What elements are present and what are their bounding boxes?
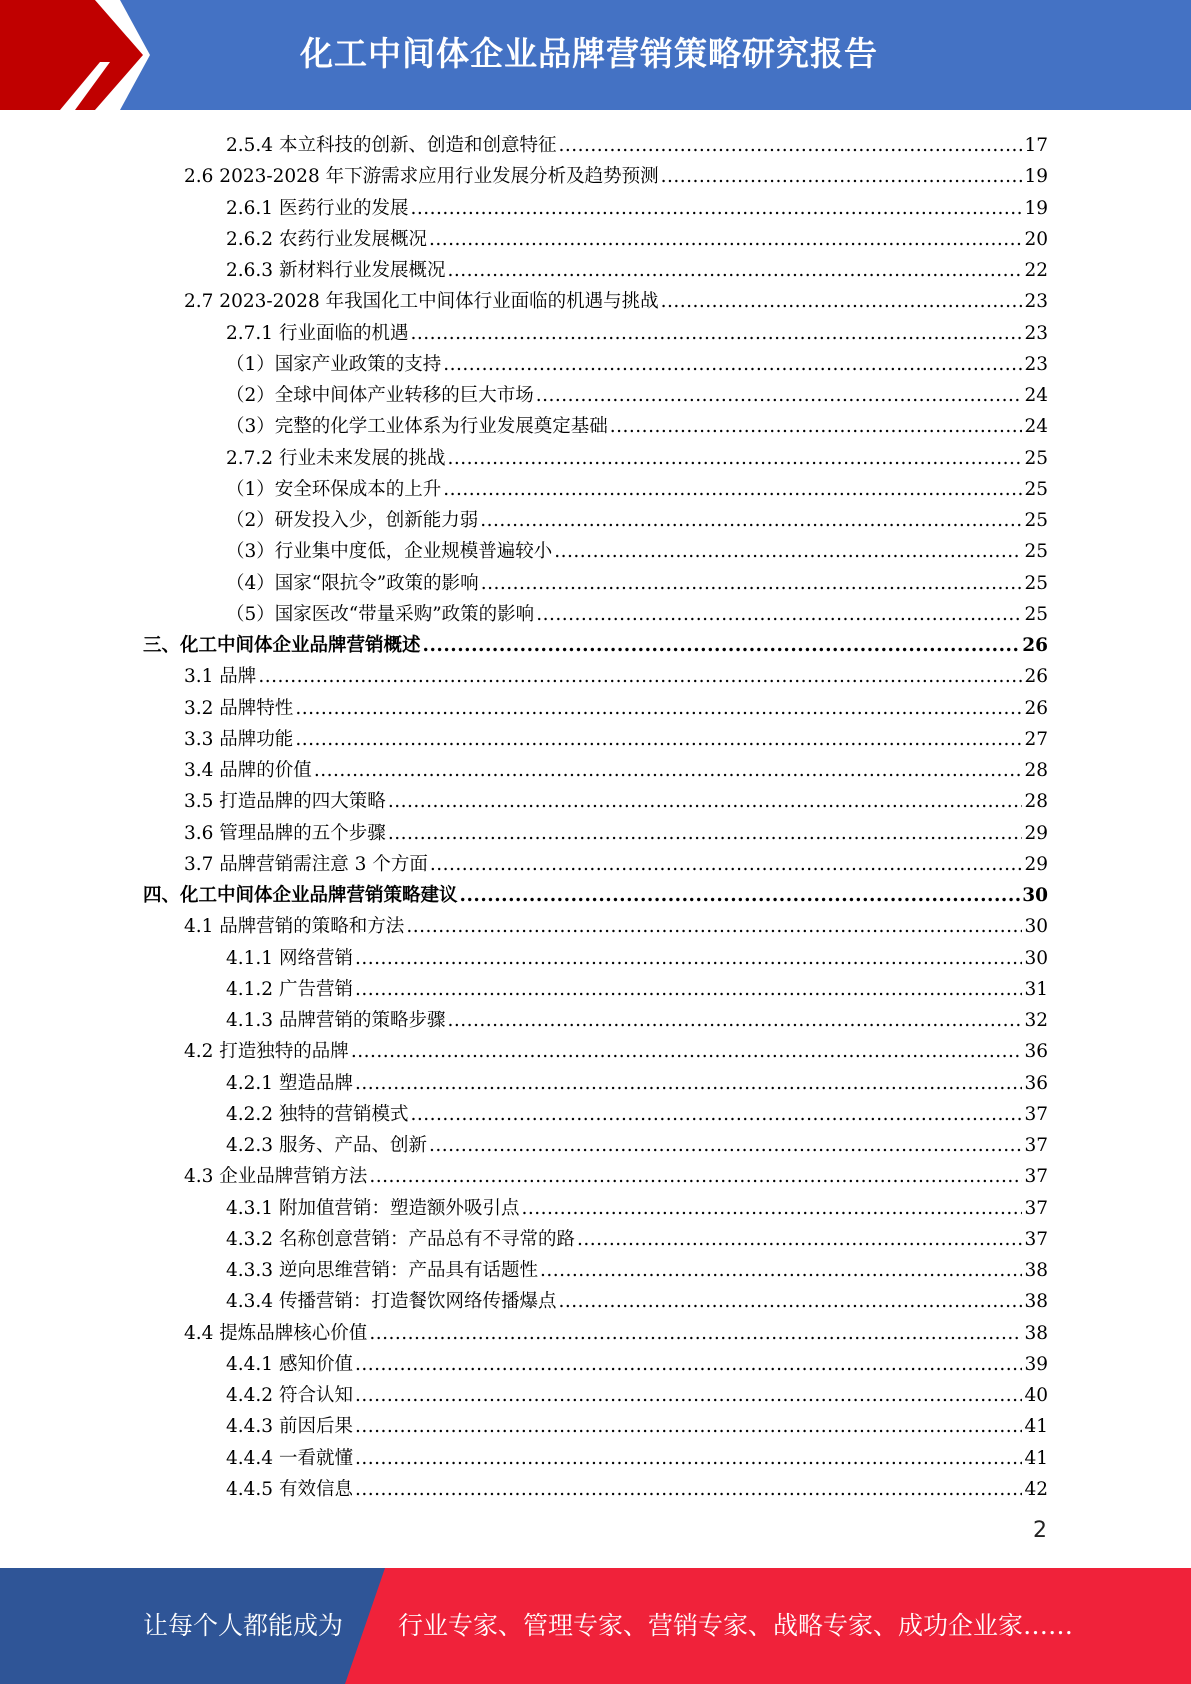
toc-entry-title: （4）国家“限抗令”政策的影响 [226, 572, 479, 594]
toc-dot-leader [558, 1289, 1022, 1315]
toc-dot-leader [351, 1039, 1023, 1065]
toc-entry-page: 40 [1024, 1385, 1048, 1406]
toc-entry[interactable] [226, 1066, 1048, 1097]
toc-entry-page: 38 [1024, 1291, 1048, 1313]
toc-entry[interactable] [226, 1128, 1048, 1159]
toc-entry[interactable] [226, 253, 1048, 284]
toc-entry[interactable] [184, 284, 1048, 315]
toc-entry-title: 3.6 管理品牌的五个步骤 [184, 822, 386, 844]
toc-entry-page: 37 [1024, 1228, 1048, 1250]
toc-entry-page: 38 [1024, 1322, 1048, 1344]
toc-entry-page: 37 [1024, 1166, 1048, 1188]
toc-entry[interactable] [226, 1191, 1048, 1222]
toc-entry[interactable] [143, 878, 1048, 909]
toc-entry[interactable] [226, 191, 1048, 222]
toc-entry-title: 3.4 品牌的价值 [184, 760, 312, 781]
toc-entry-title: （2）研发投入少，创新能力弱 [226, 510, 479, 531]
toc-entry-page: 30 [1024, 916, 1048, 938]
toc-entry-page: 25 [1024, 541, 1048, 563]
toc-entry[interactable] [226, 1472, 1048, 1503]
toc-dot-leader [447, 1008, 1022, 1034]
toc-entry-title: 2.5.4 本立科技的创新、创造和创意特征 [226, 135, 557, 156]
toc-entry-title: 三、化工中间体企业品牌营销概述 [143, 635, 421, 656]
toc-entry-title: 2.7 2023-2028 年我国化工中间体行业面临的机遇与挑战 [184, 291, 659, 313]
toc-entry[interactable] [226, 1409, 1048, 1440]
toc-entry-page: 36 [1024, 1041, 1048, 1063]
toc-entry[interactable] [226, 472, 1048, 503]
toc-entry-title: 4.3.4 传播营销：打造餐饮网络传播爆点 [226, 1291, 557, 1313]
toc-dot-leader [481, 571, 1023, 597]
toc-entry-page: 24 [1024, 385, 1048, 406]
toc-entry[interactable] [226, 1347, 1048, 1378]
toc-entry-title: （2）全球中间体产业转移的巨大市场 [226, 385, 534, 406]
toc-entry[interactable] [226, 347, 1048, 378]
toc-entry[interactable] [226, 316, 1048, 347]
toc-dot-leader [355, 1477, 1023, 1503]
toc-entry-title: 4.1.3 品牌营销的策略步骤 [226, 1010, 446, 1031]
toc-entry[interactable] [184, 1034, 1048, 1065]
toc-entry-title: 4.3.3 逆向思维营销：产品具有话题性 [226, 1260, 538, 1281]
toc-dot-leader [369, 1164, 1022, 1190]
toc-dot-leader [661, 164, 1023, 190]
toc-dot-leader [388, 821, 1023, 847]
toc-entry-title: 4.1 品牌营销的策略和方法 [184, 916, 405, 938]
toc-entry-title: 4.2.1 塑造品牌 [226, 1072, 353, 1094]
toc-entry-page: 29 [1024, 853, 1048, 875]
toc-entry[interactable] [226, 597, 1048, 628]
toc-entry-title: 4.2 打造独特的品牌 [184, 1041, 349, 1063]
toc-entry[interactable] [143, 628, 1048, 659]
report-title: 化工中间体企业品牌营销策略研究报告 [300, 34, 878, 73]
toc-entry-title: 3.5 打造品牌的四大策略 [184, 791, 386, 813]
toc-entry[interactable] [226, 222, 1048, 253]
toc-entry[interactable] [226, 1441, 1048, 1472]
toc-entry-title: 2.6 2023-2028 年下游需求应用行业发展分析及趋势预测 [184, 166, 659, 188]
toc-dot-leader [388, 789, 1023, 815]
toc-dot-leader [295, 696, 1022, 722]
toc-dot-leader [355, 946, 1023, 972]
toc-dot-leader [355, 1352, 1023, 1378]
toc-entry[interactable] [226, 503, 1048, 534]
toc-dot-leader [355, 1446, 1023, 1472]
toc-entry-page: 41 [1024, 1416, 1048, 1438]
toc-entry-page: 19 [1024, 166, 1048, 188]
toc-entry-title: 4.4 提炼品牌核心价值 [184, 1322, 368, 1344]
toc-entry-page: 31 [1024, 978, 1048, 1000]
toc-dot-leader [430, 852, 1023, 878]
toc-entry-page: 22 [1024, 260, 1048, 281]
toc-entry[interactable] [226, 1097, 1048, 1128]
toc-dot-leader [661, 289, 1023, 315]
toc-entry-title: 3.1 品牌 [184, 666, 257, 688]
toc-entry-page: 26 [1024, 666, 1048, 688]
toc-entry[interactable] [184, 722, 1048, 753]
toc-entry[interactable] [184, 1316, 1048, 1347]
toc-entry-title: 3.2 品牌特性 [184, 697, 294, 719]
toc-entry-page: 36 [1024, 1072, 1048, 1094]
toc-entry-title: 4.1.1 网络营销 [226, 947, 353, 969]
toc-entry-page: 32 [1024, 1010, 1048, 1031]
toc-entry-title: （3）完整的化学工业体系为行业发展奠定基础 [226, 416, 608, 438]
toc-dot-leader [355, 1414, 1023, 1440]
toc-entry-title: （1）国家产业政策的支持 [226, 353, 442, 375]
toc-dot-leader [369, 1321, 1022, 1347]
toc-entry-page: 24 [1024, 416, 1048, 438]
toc-dot-leader [443, 352, 1022, 378]
footer-slogan-left: 让每个人都能成为 [143, 1611, 344, 1640]
toc-entry[interactable] [184, 909, 1048, 940]
toc-dot-leader [447, 258, 1022, 284]
toc-dot-leader [423, 633, 1021, 659]
toc-entry-page: 27 [1024, 728, 1048, 750]
page-footer [0, 1568, 1191, 1684]
toc-dot-leader [447, 446, 1022, 472]
toc-entry[interactable] [184, 784, 1048, 815]
toc-dot-leader [355, 977, 1023, 1003]
toc-dot-leader [536, 383, 1023, 409]
toc-entry-title: （5）国家医改“带量采购”政策的影响 [226, 603, 535, 625]
toc-entry-title: 4.4.5 有效信息 [226, 1478, 353, 1500]
toc-dot-leader [577, 1227, 1022, 1253]
toc-dot-leader [429, 1133, 1022, 1159]
toc-entry-page: 37 [1024, 1135, 1048, 1156]
toc-entry-page: 26 [1024, 697, 1048, 719]
toc-entry[interactable] [226, 128, 1048, 159]
toc-entry[interactable] [226, 1378, 1048, 1409]
toc-dot-leader [429, 227, 1022, 253]
toc-entry[interactable] [184, 691, 1048, 722]
toc-entry-page: 37 [1024, 1197, 1048, 1219]
toc-entry[interactable] [226, 1222, 1048, 1253]
toc-entry-title: 2.6.3 新材料行业发展概况 [226, 260, 446, 281]
toc-entry[interactable] [226, 378, 1048, 409]
toc-entry-page: 30 [1022, 885, 1048, 906]
toc-entry-page: 37 [1024, 1103, 1048, 1125]
toc-entry-title: 4.3 企业品牌营销方法 [184, 1166, 368, 1188]
toc-dot-leader [410, 321, 1022, 347]
toc-entry-title: 3.3 品牌功能 [184, 728, 294, 750]
toc-entry-page: 20 [1024, 228, 1048, 250]
toc-entry[interactable] [184, 159, 1048, 190]
toc-dot-leader [410, 196, 1022, 222]
toc-entry-page: 42 [1024, 1478, 1048, 1500]
toc-entry-page: 26 [1022, 635, 1048, 656]
toc-entry-title: 4.3.2 名称创意营销：产品总有不寻常的路 [226, 1228, 575, 1250]
toc-entry-title: 4.2.3 服务、产品、创新 [226, 1135, 427, 1156]
toc-dot-leader [480, 508, 1022, 534]
toc-dot-leader [521, 1196, 1022, 1222]
toc-dot-leader [536, 602, 1022, 628]
toc-entry-page: 25 [1024, 510, 1048, 531]
toc-entry[interactable] [226, 1003, 1048, 1034]
toc-entry[interactable] [226, 941, 1048, 972]
toc-dot-leader [355, 1383, 1023, 1409]
toc-entry-page: 25 [1024, 572, 1048, 594]
toc-entry-page: 25 [1024, 478, 1048, 500]
toc-entry-title: 3.7 品牌营销需注意 3 个方面 [184, 853, 428, 875]
toc-entry[interactable] [226, 409, 1048, 440]
toc-dot-leader [558, 133, 1022, 159]
toc-dot-leader [540, 1258, 1022, 1284]
toc-entry-title: 2.6.2 农药行业发展概况 [226, 228, 427, 250]
toc-entry-page: 38 [1024, 1260, 1048, 1281]
toc-entry[interactable] [184, 847, 1048, 878]
toc-dot-leader [610, 414, 1023, 440]
toc-entry-page: 25 [1024, 447, 1048, 469]
toc-entry[interactable] [226, 1284, 1048, 1315]
page-header [0, 0, 1191, 110]
toc-entry-page: 41 [1024, 1447, 1048, 1469]
toc-dot-leader [314, 758, 1023, 784]
toc-dot-leader [258, 664, 1022, 690]
toc-entry-title: 4.2.2 独特的营销模式 [226, 1103, 409, 1125]
page-number: 2 [1033, 1518, 1047, 1543]
toc-dot-leader [410, 1102, 1022, 1128]
toc-entry-title: 4.4.1 感知价值 [226, 1353, 353, 1375]
toc-entry-title: （1）安全环保成本的上升 [226, 478, 442, 500]
footer-slogan-right: 行业专家、管理专家、营销专家、战略专家、成功企业家…… [398, 1611, 1074, 1640]
toc-entry-page: 39 [1024, 1353, 1048, 1375]
toc-entry-page: 28 [1024, 760, 1048, 781]
toc-dot-leader [554, 539, 1022, 565]
toc-entry-title: 4.4.4 一看就懂 [226, 1447, 353, 1469]
toc-entry-title: 2.6.1 医药行业的发展 [226, 197, 409, 219]
toc-entry[interactable] [226, 566, 1048, 597]
toc-entry[interactable] [226, 1253, 1048, 1284]
toc-dot-leader [443, 477, 1022, 503]
toc-dot-leader [460, 883, 1021, 909]
toc-entry-title: 4.3.1 附加值营销：塑造额外吸引点 [226, 1197, 520, 1219]
toc-entry-page: 19 [1024, 197, 1048, 219]
toc-dot-leader [355, 1071, 1023, 1097]
toc-entry[interactable] [226, 534, 1048, 565]
toc-entry-page: 29 [1024, 822, 1048, 844]
toc-entry-title: 2.7.2 行业未来发展的挑战 [226, 447, 446, 469]
toc-entry[interactable] [184, 753, 1048, 784]
toc-dot-leader [295, 727, 1022, 753]
toc-entry-page: 28 [1024, 791, 1048, 813]
toc-entry-page: 25 [1024, 603, 1048, 625]
toc-entry-page: 17 [1024, 135, 1048, 156]
toc-entry-page: 23 [1024, 291, 1048, 313]
toc-entry[interactable] [184, 1159, 1048, 1190]
toc-entry-title: （3）行业集中度低，企业规模普遍较小 [226, 541, 553, 563]
toc-entry[interactable] [184, 659, 1048, 690]
toc-entry-title: 4.1.2 广告营销 [226, 978, 353, 1000]
toc-entry-title: 4.4.3 前因后果 [226, 1416, 353, 1438]
toc-entry-page: 23 [1024, 353, 1048, 375]
toc-entry-page: 30 [1024, 947, 1048, 969]
toc-entry[interactable] [226, 972, 1048, 1003]
toc-entry-page: 23 [1024, 322, 1048, 344]
toc-entry-title: 四、化工中间体企业品牌营销策略建议 [143, 885, 458, 906]
toc-entry[interactable] [184, 816, 1048, 847]
toc-entry-title: 4.4.2 符合认知 [226, 1385, 353, 1406]
toc-entry-title: 2.7.1 行业面临的机遇 [226, 322, 409, 344]
toc-dot-leader [406, 914, 1022, 940]
toc-entry[interactable] [226, 441, 1048, 472]
